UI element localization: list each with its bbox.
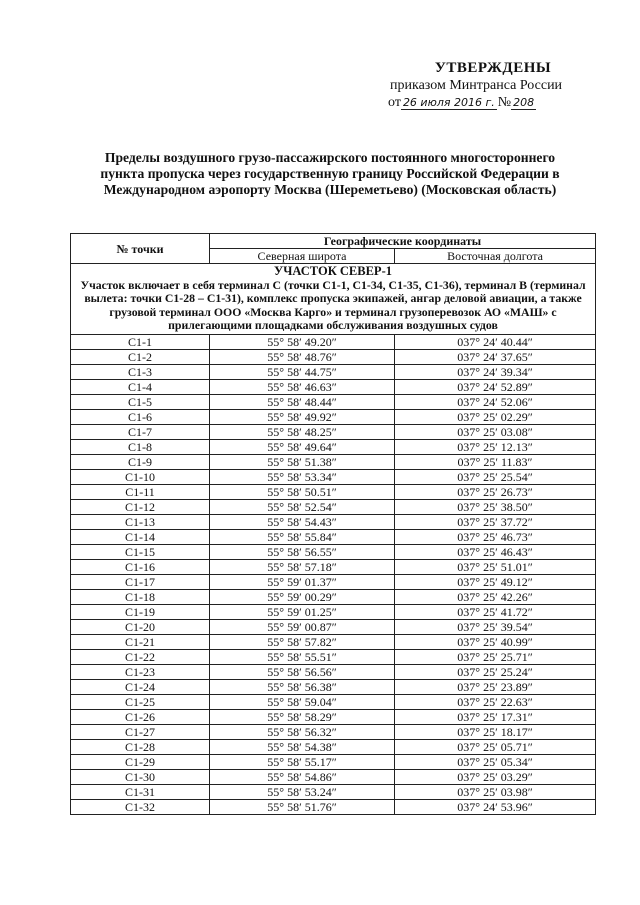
table-row	[71, 619, 596, 634]
latitude-cell: 55° 58′ 54.86″	[210, 769, 395, 784]
document-title-line: Международном аэропорту Москва (Шереметьево) (Московская область)	[103, 182, 557, 197]
longitude-cell: 037° 25′ 03.08″	[395, 424, 596, 439]
approval-date-line	[388, 95, 588, 111]
point-cell: С1-12	[71, 499, 210, 514]
latitude-cell: 55° 58′ 58.29″	[210, 709, 395, 724]
table-row	[71, 574, 596, 589]
table-row	[71, 589, 596, 604]
table-row	[71, 424, 596, 439]
latitude-cell: 55° 58′ 49.20″	[210, 334, 395, 349]
latitude-cell: 55° 58′ 57.82″	[210, 634, 395, 649]
table-row	[71, 724, 596, 739]
latitude-cell: 55° 58′ 54.43″	[210, 514, 395, 529]
latitude-cell: 55° 58′ 44.75″	[210, 364, 395, 379]
longitude-cell: 037° 24′ 40.44″	[395, 334, 596, 349]
point-cell: С1-2	[71, 349, 210, 364]
point-cell: С1-20	[71, 619, 210, 634]
table-rows	[71, 334, 596, 814]
point-cell: С1-30	[71, 769, 210, 784]
point-cell: С1-1	[71, 334, 210, 349]
point-cell: С1-15	[71, 544, 210, 559]
table-row	[71, 544, 596, 559]
table-row	[71, 349, 596, 364]
latitude-cell: 55° 58′ 46.63″	[210, 379, 395, 394]
approval-order-line: приказом Минтранса России	[390, 78, 563, 93]
point-cell: С1-9	[71, 454, 210, 469]
table-row	[71, 469, 596, 484]
latitude-cell: 55° 58′ 52.54″	[210, 499, 395, 514]
table-row	[71, 409, 596, 424]
longitude-cell: 037° 24′ 53.96″	[395, 799, 596, 814]
latitude-cell: 55° 58′ 53.34″	[210, 469, 395, 484]
longitude-cell: 037° 24′ 37.65″	[395, 349, 596, 364]
longitude-cell: 037° 25′ 46.43″	[395, 544, 596, 559]
point-cell: С1-19	[71, 604, 210, 619]
longitude-cell: 037° 25′ 11.83″	[395, 454, 596, 469]
latitude-cell: 55° 58′ 57.18″	[210, 559, 395, 574]
table-row	[71, 364, 596, 379]
point-cell: С1-27	[71, 724, 210, 739]
table-row	[71, 394, 596, 409]
longitude-cell: 037° 25′ 39.54″	[395, 619, 596, 634]
table-row	[71, 334, 596, 349]
latitude-cell: 55° 59′ 00.29″	[210, 589, 395, 604]
latitude-cell: 55° 58′ 51.76″	[210, 799, 395, 814]
point-cell: С1-29	[71, 754, 210, 769]
longitude-cell: 037° 25′ 23.89″	[395, 679, 596, 694]
latitude-cell: 55° 58′ 59.04″	[210, 694, 395, 709]
approval-date-handwritten: 26 июля 2016 г.	[402, 96, 495, 109]
longitude-cell: 037° 24′ 52.06″	[395, 394, 596, 409]
table-row	[71, 679, 596, 694]
point-cell: С1-10	[71, 469, 210, 484]
latitude-cell: 55° 58′ 56.56″	[210, 664, 395, 679]
section-title: УЧАСТОК СЕВЕР-1	[274, 264, 392, 278]
table-row	[71, 799, 596, 814]
table-row	[71, 754, 596, 769]
point-cell: С1-21	[71, 634, 210, 649]
longitude-cell: 037° 25′ 03.29″	[395, 769, 596, 784]
longitude-cell: 037° 25′ 41.72″	[395, 604, 596, 619]
longitude-cell: 037° 25′ 37.72″	[395, 514, 596, 529]
table-row	[71, 439, 596, 454]
point-cell: С1-31	[71, 784, 210, 799]
point-cell: С1-3	[71, 364, 210, 379]
latitude-cell: 55° 58′ 48.76″	[210, 349, 395, 364]
longitude-cell: 037° 24′ 52.89″	[395, 379, 596, 394]
latitude-cell: 55° 58′ 49.64″	[210, 439, 395, 454]
point-cell: С1-14	[71, 529, 210, 544]
longitude-cell: 037° 25′ 51.01″	[395, 559, 596, 574]
longitude-cell: 037° 25′ 25.54″	[395, 469, 596, 484]
longitude-cell: 037° 25′ 25.24″	[395, 664, 596, 679]
table-row	[71, 709, 596, 724]
point-cell: С1-4	[71, 379, 210, 394]
approval-title: УТВЕРЖДЕНЫ	[434, 60, 552, 76]
longitude-cell: 037° 25′ 17.31″	[395, 709, 596, 724]
table-row	[71, 559, 596, 574]
header-longitude: Восточная долгота	[395, 249, 596, 264]
latitude-cell: 55° 58′ 55.17″	[210, 754, 395, 769]
table-row	[71, 649, 596, 664]
longitude-cell: 037° 25′ 18.17″	[395, 724, 596, 739]
longitude-cell: 037° 25′ 22.63″	[395, 694, 596, 709]
longitude-cell: 037° 25′ 46.73″	[395, 529, 596, 544]
longitude-cell: 037° 25′ 42.26″	[395, 589, 596, 604]
table-row	[71, 784, 596, 799]
table-row	[71, 379, 596, 394]
document-title-line: Пределы воздушного грузо-пассажирского постоянного многостороннего	[104, 150, 556, 165]
table-row	[71, 604, 596, 619]
header-point-number: № точки	[71, 234, 210, 264]
point-cell: С1-8	[71, 439, 210, 454]
longitude-cell: 037° 25′ 25.71″	[395, 649, 596, 664]
latitude-cell: 55° 58′ 51.38″	[210, 454, 395, 469]
coordinates-table	[70, 233, 596, 815]
latitude-cell: 55° 58′ 56.38″	[210, 679, 395, 694]
document-title-line: пункта пропуска через государственную границу Российской Федерации в	[100, 166, 560, 181]
header-latitude: Северная широта	[210, 249, 395, 264]
latitude-cell: 55° 58′ 49.92″	[210, 409, 395, 424]
table-row	[71, 484, 596, 499]
point-cell: С1-23	[71, 664, 210, 679]
latitude-cell: 55° 58′ 55.51″	[210, 649, 395, 664]
table-row	[71, 514, 596, 529]
point-cell: С1-32	[71, 799, 210, 814]
point-cell: С1-26	[71, 709, 210, 724]
longitude-cell: 037° 24′ 39.34″	[395, 364, 596, 379]
point-cell: С1-16	[71, 559, 210, 574]
longitude-cell: 037° 25′ 49.12″	[395, 574, 596, 589]
point-cell: С1-17	[71, 574, 210, 589]
point-cell: С1-18	[71, 589, 210, 604]
table-row	[71, 634, 596, 649]
latitude-cell: 55° 58′ 56.55″	[210, 544, 395, 559]
longitude-cell: 037° 25′ 26.73″	[395, 484, 596, 499]
section-cell	[71, 264, 596, 335]
approval-number-handwritten: 208	[513, 96, 535, 109]
point-cell: С1-6	[71, 409, 210, 424]
point-cell: С1-22	[71, 649, 210, 664]
longitude-cell: 037° 25′ 12.13″	[395, 439, 596, 454]
point-cell: С1-5	[71, 394, 210, 409]
table-row	[71, 454, 596, 469]
latitude-cell: 55° 58′ 48.44″	[210, 394, 395, 409]
longitude-cell: 037° 25′ 03.98″	[395, 784, 596, 799]
latitude-cell: 55° 58′ 50.51″	[210, 484, 395, 499]
latitude-cell: 55° 58′ 55.84″	[210, 529, 395, 544]
point-cell: С1-11	[71, 484, 210, 499]
longitude-cell: 037° 25′ 05.34″	[395, 754, 596, 769]
latitude-cell: 55° 59′ 01.25″	[210, 604, 395, 619]
header-coordinates: Географические координаты	[210, 234, 596, 249]
longitude-cell: 037° 25′ 38.50″	[395, 499, 596, 514]
point-cell: С1-25	[71, 694, 210, 709]
latitude-cell: 55° 58′ 54.38″	[210, 739, 395, 754]
latitude-cell: 55° 58′ 53.24″	[210, 784, 395, 799]
table-row	[71, 499, 596, 514]
latitude-cell: 55° 58′ 56.32″	[210, 724, 395, 739]
table-row	[71, 694, 596, 709]
point-cell: С1-24	[71, 679, 210, 694]
table-row	[71, 739, 596, 754]
approval-number-label: №	[497, 95, 512, 110]
table-row	[71, 529, 596, 544]
section-description: Участок включает в себя терминал С (точки С1-1, С1-34, С1-35, С1-36), терминал В (терминал вылета: точки С1-28 – С1-31), комплекс пропуска экипажей, ангар деловой авиации, а также грузовой терминал ООО «Москва Карго» и терминал грузоперевозок АО «МАШ» с прилегающими площадками обслуживания воздушных судов	[80, 277, 586, 333]
document-title	[60, 150, 600, 198]
latitude-cell: 55° 59′ 00.87″	[210, 619, 395, 634]
latitude-cell: 55° 59′ 01.37″	[210, 574, 395, 589]
table-row	[71, 664, 596, 679]
longitude-cell: 037° 25′ 05.71″	[395, 739, 596, 754]
longitude-cell: 037° 25′ 02.29″	[395, 409, 596, 424]
approval-date-prefix: от	[388, 95, 401, 110]
longitude-cell: 037° 25′ 40.99″	[395, 634, 596, 649]
point-cell: С1-13	[71, 514, 210, 529]
point-cell: С1-28	[71, 739, 210, 754]
latitude-cell: 55° 58′ 48.25″	[210, 424, 395, 439]
approval-block	[388, 60, 588, 111]
point-cell: С1-7	[71, 424, 210, 439]
table-row	[71, 769, 596, 784]
